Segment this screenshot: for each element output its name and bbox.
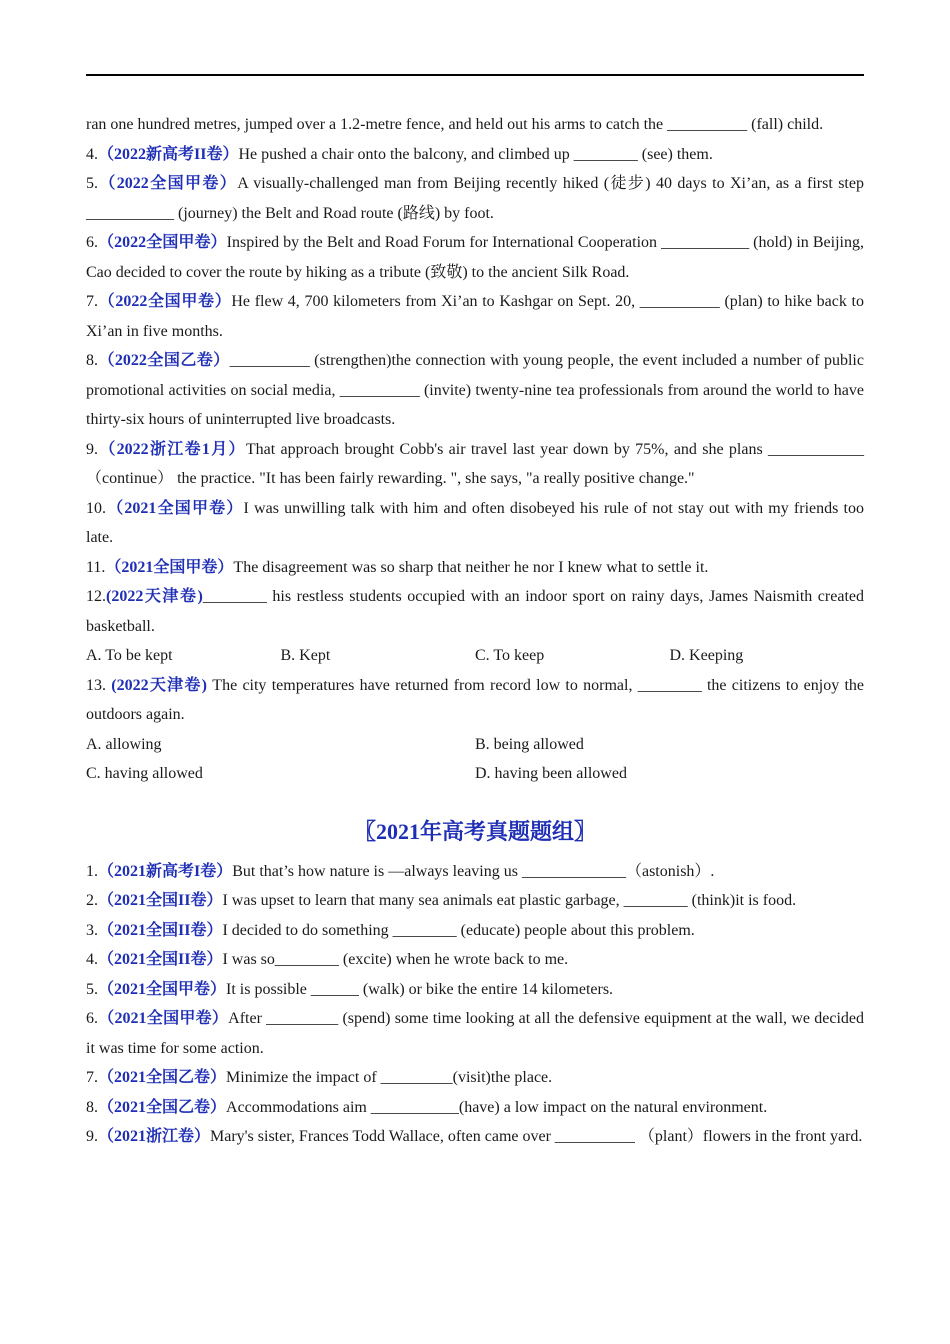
question-source-tag: （2021全国甲卷）: [106, 499, 244, 517]
question-text: ________ his restless students occupied with an indoor sport on rainy days, James Naismith created basketball.: [86, 588, 864, 635]
question-text: The disagreement was so sharp that neither he nor I knew what to settle it.: [233, 558, 709, 576]
q12-option-a: A. To be kept: [86, 647, 173, 664]
question-source-tag: （2022全国甲卷）: [98, 293, 232, 310]
question-item: [86, 886, 864, 916]
question-number: 4.: [86, 951, 98, 968]
question-text: A visually-challenged man from Beijing recently hiked (徒步) 40 days to Xi’an, as a first step ___________ (journey) the Belt and Road route (路线) by foot.: [86, 175, 864, 222]
q13-option-c: C. having allowed: [86, 765, 203, 782]
question-source-tag: （2022浙江卷1月）: [98, 440, 246, 458]
question-number: 9.: [86, 1128, 98, 1145]
question-item: [86, 110, 864, 140]
question-text: I decided to do something ________ (educate) people about this problem.: [222, 921, 695, 939]
q13-option-b: B. being allowed: [475, 735, 584, 753]
question-source-tag: （2022全国甲卷）: [98, 234, 227, 251]
question-number: 12.: [86, 588, 106, 605]
question-text: I was so________ (excite) when he wrote back to me.: [222, 951, 569, 968]
header-rule: [86, 74, 864, 76]
question-item: [86, 553, 864, 583]
question-13: [86, 671, 864, 730]
question-item: [86, 975, 864, 1005]
question-text: Minimize the impact of _________(visit)the place.: [226, 1069, 553, 1086]
question-text: Accommodations aim ___________(have) a low impact on the natural environment.: [226, 1098, 768, 1116]
question-source-tag: （2021全国甲卷）: [98, 1010, 229, 1027]
content: [86, 110, 864, 1152]
question-item: [86, 494, 864, 553]
q12-option-d: D. Keeping: [669, 647, 744, 664]
question-item: [86, 857, 864, 887]
question-item: [86, 945, 864, 975]
question-source-tag: （2022全国乙卷）: [98, 352, 230, 369]
question-source-tag: （2021全国II卷）: [98, 921, 223, 939]
question-text: After _________ (spend) some time looking at all the defensive equipment at the wall, we decided it was time for some action.: [86, 1010, 864, 1057]
question-list-2021: [86, 857, 864, 1152]
question-item: [86, 169, 864, 228]
question-text: I was unwilling talk with him and often disobeyed his rule of not stay out with my friends too late.: [86, 499, 864, 546]
question-source-tag: （2021全国乙卷）: [98, 1098, 227, 1116]
q13-options-row-1: [86, 730, 864, 760]
question-number: 3.: [86, 921, 98, 939]
question-text: I was upset to learn that many sea animals eat plastic garbage, ________ (think)it is food.: [222, 892, 797, 909]
question-source-tag: （2021新高考I卷）: [98, 862, 233, 880]
question-text: __________ (strengthen)the connection with young people, the event included a number of public promotional activities on social media, __________ (invite) twenty-nine tea professionals from around the world to have thirty-six hours of uninterrupted live broadcasts.: [86, 352, 864, 428]
question-number: 6.: [86, 1010, 98, 1027]
question-source-tag: （2022新高考II卷）: [98, 145, 239, 163]
question-text: He pushed a chair onto the balcony, and climbed up ________ (see) them.: [238, 145, 713, 163]
question-number: 2.: [86, 892, 98, 909]
question-item: [86, 916, 864, 946]
question-number: 4.: [86, 145, 98, 163]
q12-option-b: B. Kept: [280, 647, 331, 664]
question-text: Inspired by the Belt and Road Forum for International Cooperation ___________ (hold) in Beijing, Cao decided to cover the route by hiking as a tribute (致敬) to the ancient Silk Road.: [86, 234, 864, 281]
question-text: The city temperatures have returned from record low to normal, ________ the citizens to enjoy the outdoors again.: [86, 676, 865, 723]
question-number: 5.: [86, 980, 98, 998]
question-list-2022: [86, 110, 864, 641]
q13-option-d: D. having been allowed: [475, 765, 627, 782]
question-source-tag: （2021全国甲卷）: [98, 980, 227, 998]
question-source-tag: （2021浙江卷）: [98, 1128, 211, 1145]
question-number: 6.: [86, 234, 98, 251]
question-number: 9.: [86, 440, 98, 458]
question-source-tag: （2021全国甲卷）: [105, 558, 234, 576]
question-item: [86, 346, 864, 435]
question-item: [86, 582, 864, 641]
question-text: ran one hundred metres, jumped over a 1.2-metre fence, and held out his arms to catch the __________ (fall) child.: [86, 116, 824, 133]
question-source-tag: （2022全国甲卷）: [98, 175, 238, 192]
question-source-tag: (2022天津卷): [106, 588, 203, 605]
question-number: 7.: [86, 1069, 98, 1086]
section-heading-2021: 〖2021年高考真题题组〗: [353, 818, 596, 844]
question-source-tag: （2021全国II卷）: [98, 892, 223, 909]
q12-option-c: C. To keep: [475, 647, 545, 664]
question-text: He flew 4, 700 kilometers from Xi’an to Kashgar on Sept. 20, __________ (plan) to hike back to Xi’an in five months.: [86, 293, 864, 340]
question-number: 8.: [86, 1098, 98, 1116]
q13-option-a: A. allowing: [86, 735, 162, 753]
question-item: [86, 435, 864, 494]
question-item: [86, 140, 864, 170]
question-number: 5.: [86, 175, 98, 192]
question-item: [86, 1063, 864, 1093]
question-number: 8.: [86, 352, 98, 369]
q13-options-row-2: [86, 759, 864, 789]
question-item: [86, 287, 864, 346]
question-number: 7.: [86, 293, 98, 310]
question-number: 1.: [86, 862, 98, 880]
question-source-tag: （2021全国II卷）: [98, 951, 223, 968]
question-item: [86, 1122, 864, 1152]
question-item: [86, 1093, 864, 1123]
question-number: 13.: [86, 676, 106, 694]
q12-options: [86, 641, 864, 671]
question-item: [86, 1004, 864, 1063]
question-text: That approach brought Cobb's air travel last year down by 75%, and she plans ____________（continue） the practice. "It has been fairly rewarding. ", she says, "a really positive change.": [86, 440, 864, 487]
question-text: But that’s how nature is —always leaving us _____________（astonish）.: [232, 862, 715, 880]
question-text: It is possible ______ (walk) or bike the entire 14 kilometers.: [226, 980, 614, 998]
question-text: Mary's sister, Frances Todd Wallace, often came over __________ （plant）flowers in the front yard.: [210, 1128, 863, 1145]
question-number: 11.: [86, 558, 106, 576]
question-item: [86, 228, 864, 287]
question-source-tag: （2021全国乙卷）: [98, 1069, 227, 1086]
question-source-tag: (2022天津卷): [111, 676, 208, 694]
question-number: 10.: [86, 499, 106, 517]
